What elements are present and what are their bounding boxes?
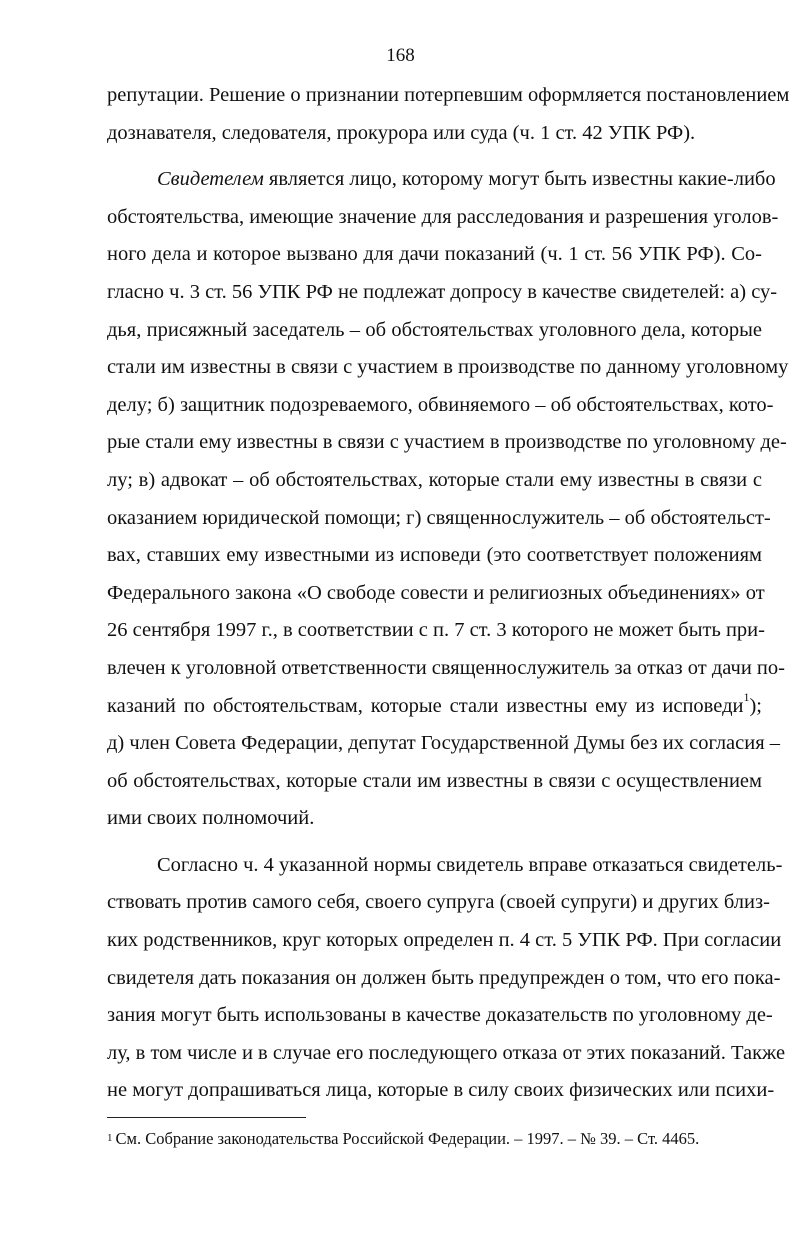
- text-fragment: является лицо, которому могут быть известны какие-либо: [263, 168, 776, 191]
- text-line: рые стали ему известны в связи с участием в производстве по уголовному де-: [107, 431, 787, 454]
- footnote-text: См. Собрание законодательства Российской Федерации. – 1997. – № 39. – Ст. 4465.: [115, 1129, 700, 1148]
- text-line: зания могут быть использованы в качестве доказательств по уголовному де-: [107, 1004, 773, 1027]
- text-line: гласно ч. 3 ст. 56 УПК РФ не подлежат допросу в качестве свидетелей: а) су-: [107, 280, 778, 303]
- italic-term: Свидетелем: [157, 168, 264, 191]
- text-line: ими своих полномочий.: [107, 807, 315, 830]
- text-line: обстоятельства, имеющие значение для расследования и разрешения уголов-: [107, 205, 779, 228]
- text-line: Федерального закона «О свободе совести и религиозных объединениях» от: [107, 581, 765, 604]
- text-line: дья, присяжный заседатель – об обстоятельствах уголовного дела, которые: [107, 318, 762, 341]
- text-line: репутации. Решение о признании потерпевшим оформляется постановлением: [107, 84, 790, 106]
- text-line: ного дела и которое вызвано для дачи показаний (ч. 1 ст. 56 УПК РФ). Со-: [107, 243, 762, 266]
- text-line: стали им известны в связи с участием в производстве по данному уголовному: [107, 356, 789, 379]
- text-line: дознавателя, следователя, прокурора или суда (ч. 1 ст. 42 УПК РФ).: [107, 121, 696, 144]
- footnote-mark: 1: [107, 1132, 113, 1144]
- body-text: [107, 77, 790, 1110]
- text-line: 26 сентября 1997 г., в соответствии с п. 7 ст. 3 которого не может быть при-: [107, 619, 765, 642]
- footnote-reference[interactable]: 1: [743, 689, 750, 704]
- text-line: влечен к уголовной ответственности священнослужитель за отказ от дачи по-: [107, 656, 785, 679]
- text-line: об обстоятельствах, которые стали им известны в связи с осуществлением: [107, 769, 762, 792]
- text-fragment: казаний по обстоятельствам, которые стали известны ему из исповеди: [107, 694, 744, 717]
- text-line: свидетеля дать показания он должен быть предупрежден о том, что его пока-: [107, 966, 781, 989]
- text-line: ствовать против самого себя, своего супруга (своей супруги) и других близ-: [107, 891, 770, 914]
- text-line: оказанием юридической помощи; г) священнослужитель – об обстоятельст-: [107, 506, 771, 529]
- text-line: не могут допрашиваться лица, которые в силу своих физических или психи-: [107, 1079, 775, 1102]
- text-line: лу, в том числе и в случае его последующего отказа от этих показаний. Также: [107, 1041, 786, 1064]
- paragraph-first-line: Согласно ч. 4 указанной нормы свидетель вправе отказаться свидетель-: [157, 853, 783, 876]
- text-line: делу; б) защитник подозреваемого, обвиняемого – об обстоятельствах, кото-: [107, 393, 774, 416]
- text-line: ких родственников, круг которых определен п. 4 ст. 5 УПК РФ. При согласии: [107, 929, 782, 952]
- text-fragment: );: [749, 694, 762, 717]
- footnote-divider: [107, 1117, 306, 1118]
- text-line: д) член Совета Федерации, депутат Государственной Думы без их согласия –: [107, 732, 781, 755]
- footnote: [107, 1127, 762, 1151]
- text-line: вах, ставших ему известными из исповеди (это соответствует положениям: [107, 544, 762, 567]
- text-line: лу; в) адвокат – об обстоятельствах, которые стали ему известны в связи с: [107, 468, 762, 491]
- text-line-with-footnote: [107, 688, 762, 726]
- page-number: 168: [386, 45, 415, 66]
- paragraph-first-line: [107, 161, 776, 199]
